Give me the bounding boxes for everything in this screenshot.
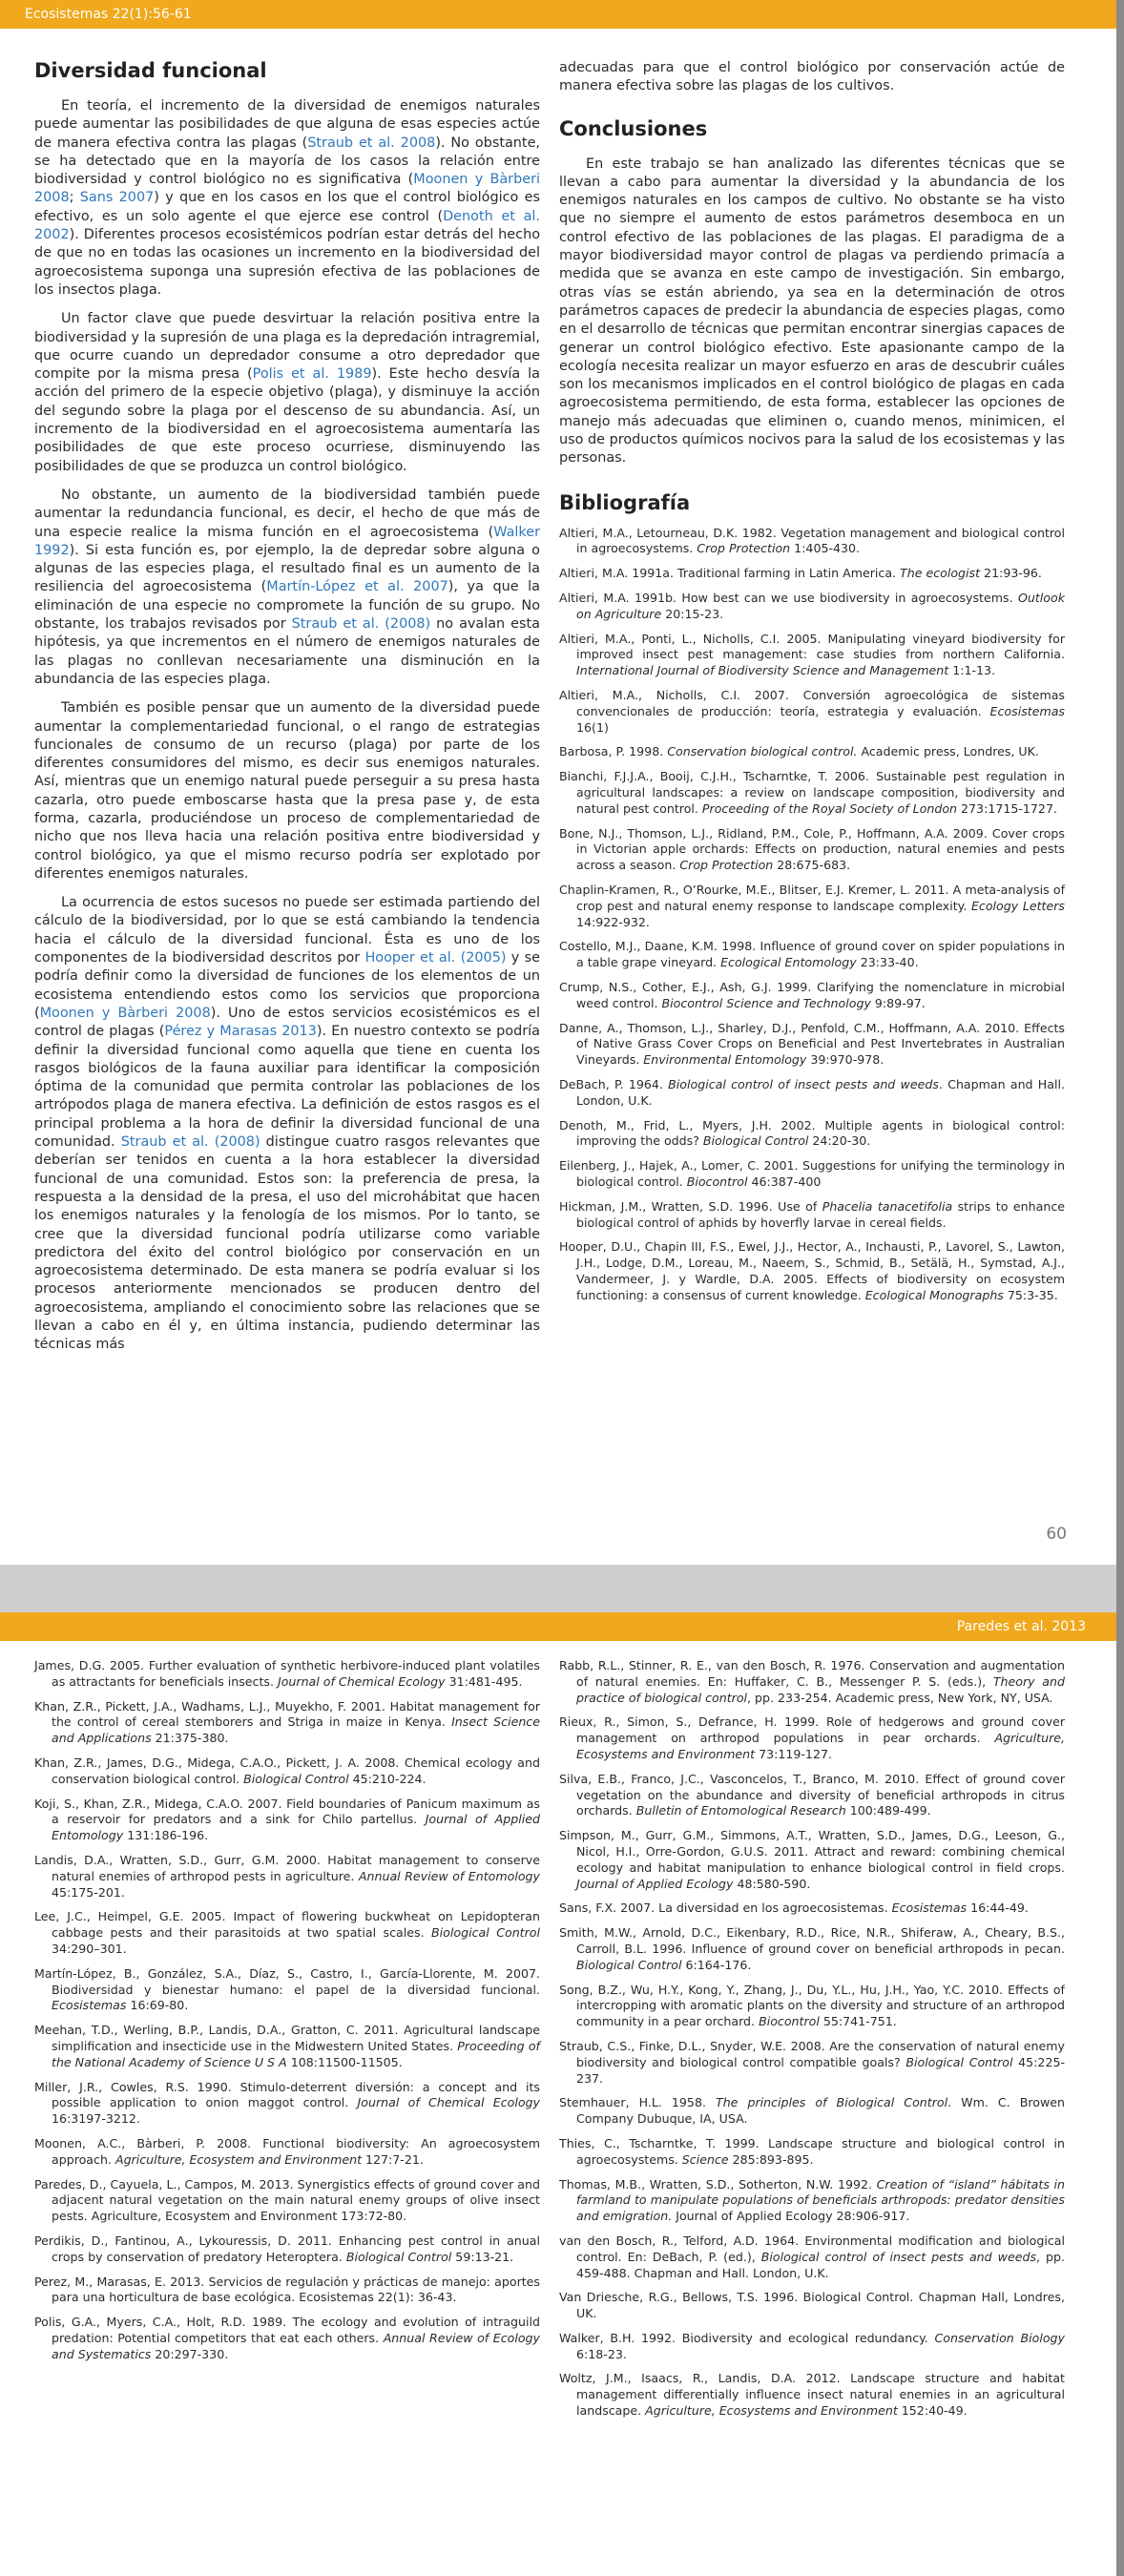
reference-entry <box>34 2080 540 2128</box>
paragraph-3: No obstante, un aumento de la biodiversidad también puede aumentar la redundancia funcional, es decir, el hecho de que más de una especie realice la misma función en el agroecosistema (Walker 1992). Si esta función es, por ejemplo, la de depredar sobre alguna o algunas de las especies plaga, el resultado final es un aumento de la resiliencia del agroecosistema (Martín-López et al. 2007), ya que la eliminación de una especie no compromete la función de su grupo. No obstante, los trabajos revisados por Straub et al. (2008) no avalan esta hipótesis, ya que incrementos en el número de enemigos naturales de las plagas no conllevan necesariamente una disminución en la abundancia de las especies plaga. <box>34 487 540 687</box>
reference-tail: 127:7-21. <box>362 2151 424 2167</box>
reference-entry <box>34 1966 540 2014</box>
citation-link[interactable]: Straub et al. (2008) <box>291 616 431 633</box>
reference-tail: 45:210-224. <box>348 1771 427 1786</box>
reference-text: Simpson, M., Gurr, G.M., Simmons, A.T., Wratten, S.D., James, D.G., Leeson, G., Nicol, H.I., Orre-Gordon, G.U.S. 2011. Attract and reward: combining chemical ecology and habitat manipulation to enhance biological control in field crops. <box>559 1828 1065 1875</box>
reference-entry <box>559 1158 1065 1191</box>
reference-tail: 285:893-895. <box>728 2151 814 2167</box>
reference-tail: 16(1) <box>576 719 609 735</box>
reference-text: Koji, S., Khan, Z.R., Midega, C.A.O. 2007. Field boundaries of Panicum maximum as a reservoir for predators and a sink for Chilo partellus. <box>34 1796 540 1827</box>
reference-journal: The ecologist <box>900 566 981 581</box>
reference-text: Eilenberg, J., Hajek, A., Lomer, C. 2001. Suggestions for unifying the terminology in biological control. <box>559 1158 1065 1189</box>
reference-tail: 28:675-683. <box>773 858 851 873</box>
reference-list-left <box>34 1658 540 2371</box>
reference-tail: . Chapman and Hall. London, U.K. <box>576 1076 1065 1108</box>
reference-entry <box>559 1828 1065 1892</box>
reference-text: Crump, N.S., Cother, E.J., Ash, G.J. 1999. Clarifying the nomenclature in microbial weed control. <box>559 979 1065 1010</box>
reference-text: Altieri, M.A., Ponti, L., Nicholls, C.I. 2005. Manipulating vineyard biodiversity for improved insect pest management: case studies from northern California. <box>559 631 1065 662</box>
reference-journal: Journal of Chemical Ecology <box>357 2095 540 2110</box>
reference-text: Meehan, T.D., Werling, B.P., Landis, D.A., Gratton, C. 2011. Agricultural landscape simplification and insecticide use in the Midwestern United States. <box>34 2023 540 2053</box>
reference-tail: 273:1715-1727. <box>957 800 1057 816</box>
reference-text: Lee, J.C., Heimpel, G.E. 2005. Impact of flowering buckwheat on Lepidopteran cabbage pests and their parasitoids at two spatial scales. <box>34 1909 540 1941</box>
reference-journal: Bulletin of Entomological Research <box>635 1803 846 1818</box>
reference-tail: 1:405-430. <box>790 541 861 556</box>
reference-entry <box>559 526 1065 558</box>
reference-journal: Creation of “island” hábitats in farmland to manipulate populations of beneficials arthropods: predator densities and emigration. <box>576 2176 1066 2224</box>
citation-link[interactable]: Straub et al. (2008) <box>120 1134 260 1151</box>
reference-text: Thomas, M.B., Wratten, S.D., Sotherton, N.W. 1992. <box>559 2176 877 2192</box>
reference-text: Bianchi, F.J.J.A., Booij, C.J.H., Tscharntke, T. 2006. Sustainable pest regulation in agricultural landscapes: a review on landscape composition, biodiversity and natural pest control. <box>559 769 1065 816</box>
reference-entry <box>559 2290 1065 2322</box>
reference-journal: Biological control of insect pests and weeds <box>760 2249 1037 2264</box>
reference-tail: 21:375-380. <box>151 1731 229 1746</box>
reference-entry <box>559 1901 1065 1917</box>
reference-text: Altieri, M.A. 1991a. Traditional farming in Latin America. <box>559 566 901 581</box>
reference-text: Thies, C., Tscharntke, T. 1999. Landscape structure and biological control in agroecosystems. <box>559 2135 1065 2167</box>
reference-journal: Agriculture, Ecosystem and Environment <box>114 2151 363 2167</box>
reference-journal: Ecosistemas <box>891 1901 968 1916</box>
reference-tail: 20:15-23. <box>661 606 724 621</box>
reference-journal: International Journal of Biodiversity Science and Management <box>576 663 949 678</box>
paragraph-5: La ocurrencia de estos sucesos no puede ser estimada partiendo del cálculo de la biodiversidad, por lo que se está cambiando la tendencia hacia el cálculo de la diversidad funcional. Ésta es uno de los componentes de la biodiversidad descritos por Hooper et al. (2005) y se podría definir como la diversidad de funciones de los elementos de un ecosistema entendiendo estos como los servicios que proporciona (Moonen y Bàrberi 2008). Uno de estos servicios ecosistémicos es el control de plagas (Pérez y Marasas 2013). En nuestro contexto se podría definir la diversidad funcional como aquella que tiene en cuenta los rasgos biológicos de la fauna auxiliar para identificar la composición óptima de la comunidad que permita controlar las poblaciones de los artrópodos plaga de manera efectiva. La definición de estos rasgos es el principal problema a la hora de definir la diversidad funcional de una comunidad. Straub et al. (2008) distingue cuatro rasgos relevantes que deberían ser tenidos en cuenta a la hora establecer la diversidad funcional de una comunidad. Estos son: la preferencia de presa, la respuesta a la densidad de la presa, el uso del microhábitat que hacen los enemigos naturales y la fenología de los mismos. Por lo tanto, se cree que la diversidad funcional podría utilizarse como variable predictora del éxito del control biológico por conservación en un agroecosistema determinado. De esta manera se podría evaluar si los procesos anteriormente mencionados se producen dentro del agroecosistema, ampliando el conocimiento sobre las relaciones que se llevan a cabo en él y, en última instancia, pudiendo determinar las técnicas más <box>34 895 540 1353</box>
reference-text: Hooper, D.U., Chapin III, F.S., Ewel, J.J., Hector, A., Inchausti, P., Lavorel, S., Lawton, J.H., Lodge, D.M., Loreau, M., Naeem, S., Schmid, B., Setälä, H., Symstad, A.J., Vandermeer, J. y Wardle, D.A. 2005. Effects of biodiversity on ecosystem functioning: a consensus of current knowledge. <box>559 1239 1065 1302</box>
reference-entry <box>559 632 1065 679</box>
reference-entry <box>559 1021 1065 1069</box>
reference-text: Altieri, M.A., Letourneau, D.K. 1982. Vegetation management and biological control in agroecosystems. <box>559 525 1065 556</box>
reference-entry <box>34 2275 540 2307</box>
reference-entry <box>559 2233 1065 2281</box>
reference-tail: 1:1-13. <box>948 663 996 678</box>
paragraph-continued: adecuadas para que el control biológico por conservación actúe de manera efectiva sobre las plagas de los cultivos. <box>559 60 1065 94</box>
reference-text: Hickman, J.M., Wratten, S.D. 1996. Use of <box>559 1198 822 1214</box>
reference-entry <box>559 826 1065 874</box>
reference-entry <box>34 1853 540 1901</box>
reference-journal: Biocontrol <box>759 2014 820 2029</box>
reference-tail: 100:489-499. <box>845 1803 931 1818</box>
page-61 <box>0 1612 1116 2576</box>
reference-journal: Journal of Chemical Ecology <box>277 1673 446 1689</box>
reference-text: DeBach, P. 1964. <box>559 1076 669 1091</box>
reference-journal: Annual Review of Ecology and Systematics <box>52 2330 540 2361</box>
reference-text: Silva, E.B., Franco, J.C., Vasconcelos, T., Branco, M. 2010. Effect of ground cover vegetation on the abundance and diversity of beneficial arthropods in citrus orchards. <box>559 1771 1065 1818</box>
reference-entry <box>559 1772 1065 1819</box>
reference-text: Khan, Z.R., Pickett, J.A., Wadhams, L.J., Muyekho, F. 2001. Habitat management for the control of cereal stemborers and Striga in maize in Kenya. <box>34 1698 540 1730</box>
reference-journal: Science <box>681 2151 729 2167</box>
reference-journal: Ecological Entomology <box>720 955 857 970</box>
right-column <box>559 59 1065 1313</box>
reference-entry <box>559 883 1065 930</box>
reference-text: Altieri, M.A. 1991b. How best can we use biodiversity in agroecosystems. <box>559 591 1018 606</box>
reference-tail: 6:164-176. <box>681 1957 752 1972</box>
reference-entry <box>34 1755 540 1788</box>
reference-tail: 55:741-751. <box>819 2014 897 2029</box>
reference-journal: Agriculture, Ecosystems and Environment <box>576 1731 1065 1761</box>
reference-journal: Annual Review of Entomology <box>358 1868 540 1883</box>
page-number: 60 <box>1046 1525 1067 1544</box>
reference-journal: Ecosistemas <box>52 1998 127 2013</box>
citation-link[interactable]: Hooper et al. (2005) <box>364 950 507 966</box>
reference-tail: 9:89-97. <box>870 995 926 1010</box>
section-title-conclusiones: Conclusiones <box>559 116 708 140</box>
reference-entry <box>559 688 1065 736</box>
reference-entry <box>34 2136 540 2169</box>
reference-entry <box>559 2177 1065 2225</box>
reference-entry <box>559 591 1065 623</box>
section-title-diversidad: Diversidad funcional <box>34 59 267 82</box>
reference-tail: 16:44-49. <box>967 1901 1029 1916</box>
reference-entry <box>559 1077 1065 1110</box>
reference-text: Van Driesche, R.G., Bellows, T.S. 1996. Biological Control. Chapman Hall, Londres, UK. <box>559 2290 1065 2321</box>
reference-tail: , pp. 459-488. Chapman and Hall. London, U.K. <box>576 2249 1066 2280</box>
reference-journal: Environmental Entomology <box>643 1052 807 1068</box>
reference-journal: Biological Control <box>431 1925 540 1941</box>
reference-entry <box>559 980 1065 1012</box>
journal-header: Ecosistemas 22(1):56-61 <box>0 0 1116 29</box>
reference-tail: 16:3197-3212. <box>52 2111 140 2127</box>
conclusions-paragraph: En este trabajo se han analizado las diferentes técnicas que se llevan a cabo para aumentar la diversidad y la abundancia de los enemigos naturales en los campos de cultivo. No obstante se ha visto que no siempre el aumento de estos parámetros desemboca en un control efectivo de las poblaciones de las plagas. El paradigma de a mayor biodiversidad mayor control de plagas va perdiendo primacía a medida que se avanza en este campo de investigación. Sin embargo, otras vías se están abriendo, ya sea en la determinación de otros parámetros capaces de predecir la abundancia de especies plagas, como en el desarrollo de técnicas que permitan encontrar sinergias capaces de generar un control biológico efectivo. Este apasionante campo de la ecología necesita realizar un mayor esfuerzo en aras de descubrir cuáles son los mecanismos implicados en el control biológico de plagas en cada agroecosistema permitiendo, de esta forma, establecer las opciones de manejo más adecuadas que eliminen o, cuando menos, minimicen, el uso de productos químicos nocivos para la salud de los ecosistemas y las personas. <box>559 156 1065 467</box>
citation-link[interactable]: Martín-López et al. 2007 <box>266 579 448 595</box>
reference-journal: Biological Control <box>345 2249 452 2264</box>
reference-text: Walker, B.H. 1992. Biodiversity and ecological redundancy. <box>559 2330 935 2345</box>
reference-text: Woltz, J.M., Isaacs, R., Landis, D.A. 2012. Landscape structure and habitat management differentially influence insect natural enemies in an agricultural landscape. <box>559 2371 1065 2419</box>
paragraph-4: También es posible pensar que un aumento de la diversidad puede aumentar la complementariedad funcional, o el rango de estrategias funcionales de consumo de un recurso (plaga) por parte de los diferentes consumidores del mismo, es decir sus enemigos naturales. Así, mientras que un enemigo natural puede perseguir a su presa hasta cazarla, otro puede emboscarse hasta que la presa pase y, de esta forma, cazarla, produciéndose un proceso de complementariedad de nicho que nos lleva hacia una relación positiva entre biodiversidad y control biológico, ya que el mismo recurso podría ser explotado por diferentes enemigos naturales. <box>34 700 540 882</box>
reference-entry <box>559 1199 1065 1232</box>
citation-link[interactable]: Moonen y Bàrberi 2008 <box>34 172 541 206</box>
reference-entry <box>34 1699 540 1747</box>
reference-tail: Academic press, Londres, UK. <box>857 744 1039 759</box>
citation-link[interactable]: Moonen y Bàrberi 2008 <box>39 1005 211 1021</box>
reference-text: Stemhauer, H.L. 1958. <box>559 2095 716 2110</box>
reference-entry <box>34 2177 540 2225</box>
reference-text: Landis, D.A., Wratten, S.D., Gurr, G.M. 2000. Habitat management to conserve natural enemies of arthropod pests in agriculture. <box>34 1852 540 1883</box>
reference-text: Smith, M.W., Arnold, D.C., Eikenbary, R.D., Rice, N.R., Shiferaw, A., Cheary, B.S., Carroll, B.L. 1996. Influence of ground cover on beneficial arthropods in pecan. <box>559 1925 1065 1956</box>
reference-tail: 21:93-96. <box>980 566 1042 581</box>
reference-entry <box>559 939 1065 971</box>
reference-journal: Ecology Letters <box>970 898 1065 913</box>
reference-text: Denoth, M., Frid, L., Myers, J.H. 2002. Multiple agents in biological control: improving the odds? <box>559 1117 1065 1149</box>
reference-text: Barbosa, P. 1998. <box>559 744 668 759</box>
reference-tail: 73:119-127. <box>755 1746 832 1761</box>
citation-link[interactable]: Denoth et al. 2002 <box>34 208 540 243</box>
reference-text: Martín-López, B., González, S.A., Díaz, S., Castro, I., García-Llorente, M. 2007. Biodiversidad y bienestar humano: el papel de la diversidad funcional. <box>34 1965 540 1997</box>
reference-text: Sans, F.X. 2007. La diversidad en los agroecosistemas. <box>559 1901 892 1916</box>
reference-tail: 6:18-23. <box>576 2346 627 2361</box>
reference-tail: 24:20-30. <box>808 1133 871 1149</box>
reference-journal: Biological Control <box>243 1771 349 1786</box>
reference-tail: 20:297-330. <box>151 2346 229 2361</box>
reference-entry <box>559 1118 1065 1151</box>
reference-entry <box>559 769 1065 817</box>
reference-tail: , pp. 233-254. Academic press, New York, NY, USA. <box>747 1690 1053 1705</box>
reference-text: Rieux, R., Simon, S., Defrance, H. 1999. Role of hedgerows and ground cover management on arthropod populations in pear orchards. <box>559 1714 1065 1746</box>
reference-tail: 108:11500-11505. <box>286 2054 403 2069</box>
reference-entry <box>559 1239 1065 1303</box>
left-column <box>34 59 540 1365</box>
reference-journal: Journal of Applied Ecology <box>576 1876 734 1891</box>
citation-link[interactable]: Sans 2007 <box>79 190 155 206</box>
reference-journal: Biological Control <box>702 1133 809 1149</box>
reference-list-right <box>559 1658 1065 2428</box>
reference-text: Moonen, A.C., Bàrberi, P. 2008. Functional biodiversity: An agroecosystem approach. <box>34 2135 540 2167</box>
reference-text: Miller, J.R., Cowles, R.S. 1990. Stimulo-deterrent diversión: a concept and its possible application to onion maggot control. <box>34 2079 540 2110</box>
reference-text: Danne, A., Thomson, L.J., Sharley, D.J., Penfold, C.M., Hoffmann, A.A. 2010. Effects of Native Grass Cover Crops on Beneficial and Pest Invertebrates in Australian Vineyards. <box>559 1020 1065 1068</box>
reference-text: Perdikis, D., Fantinou, A., Lykouressis, D. 2011. Enhancing pest control in anual crops by conservation of predatory Heteroptera. <box>34 2233 540 2264</box>
reference-text: Bone, N.J., Thomson, L.J., Ridland, P.M., Cole, P., Hoffmann, A.A. 2009. Cover crops in Victorian apple orchards: Effects on production, natural enemies and pests across a season. <box>559 825 1065 873</box>
citation-link[interactable]: Straub et al. 2008 <box>307 135 436 151</box>
reference-journal: Insect Science and Applications <box>52 1714 540 1746</box>
reference-text: Altieri, M.A., Nicholls, C.I. 2007. Conversión agroecológica de sistemas convencionales de producción: teoría, estrategia y evaluación. <box>559 688 1065 718</box>
reference-text: Khan, Z.R., James, D.G., Midega, C.A.O., Pickett, J. A. 2008. Chemical ecology and conservation biological control. <box>34 1755 540 1786</box>
reference-tail: strips to enhance biological control of aphids by hoverfly larvae in cereal fields. <box>576 1198 1065 1230</box>
reference-tail: 45:225-237. <box>576 2054 1066 2086</box>
reference-text: Rabb, R.L., Stinner, R. E., van den Bosch, R. 1976. Conservation and augmentation of natural enemies. En: Huffaker, C. B., Messenger P. S. (eds.), <box>559 1658 1065 1689</box>
reference-text: Straub, C.S., Finke, D.L., Snyder, W.E. 2008. Are the conservation of natural enemy biodiversity and biological control compatible goals? <box>559 2038 1065 2069</box>
reference-journal: Proceeding of the Royal Society of London <box>701 800 958 816</box>
reference-entry <box>559 2136 1065 2169</box>
reference-journal: Crop Protection <box>679 858 774 873</box>
reference-entry <box>559 2371 1065 2419</box>
reference-journal: Ecological Monographs <box>864 1287 1004 1302</box>
paragraph-2: Un factor clave que puede desvirtuar la relación positiva entre la biodiversidad y la supresión de una plaga es la depredación intragremial, que ocurre cuando un depredador consume a otro depredador que compite por la misma presa (Polis et al. 1989). Este hecho desvía la acción del primero de la especie objetivo (plaga), y disminuye la acción del segundo sobre la plaga por el descenso de su abundancia. Así, un incremento de la biodiversidad en el agroecosistema aumentaría las posibilidades de que este proceso ocurriese, disminuyendo las posibilidades de que se produzca un control biológico. <box>34 311 540 474</box>
reference-journal: The principles of Biological Control <box>716 2095 948 2110</box>
reference-text: Perez, M., Marasas, E. 2013. Servicios de regulación y prácticas de manejo: aportes para una horticultura de base ecológica. Ecosistemas 22(1): 36-43. <box>34 2274 540 2305</box>
page-shadow <box>1116 0 1124 2576</box>
reference-entry <box>559 1983 1065 2030</box>
citation-link[interactable]: Walker 1992 <box>34 524 540 558</box>
reference-entry <box>559 1925 1065 1973</box>
reference-text: van den Bosch, R., Telford, A.D. 1964. Environmental modification and biological control. En: DeBach, P. (ed.), <box>559 2233 1065 2264</box>
reference-text: Paredes, D., Cayuela, L., Campos, M. 2013. Synergistics effects of ground cover and adjacent natural vegetation on the main natural enemy groups of olive insect pests. Agriculture, Ecosystem and Environment 173:72-80. <box>34 2176 540 2224</box>
author-header: Paredes et al. 2013 <box>0 1612 1116 1641</box>
reference-tail: . Wm. C. Browen Company Dubuque, IA, USA. <box>576 2095 1065 2127</box>
reference-journal: Outlook on Agriculture <box>576 591 1065 621</box>
reference-list <box>559 526 1065 1304</box>
reference-text: Polis, G.A., Myers, C.A., Holt, R.D. 1989. The ecology and evolution of intraguild predation: Potential competitors that eat each others. <box>34 2315 540 2345</box>
reference-journal: Biological Control <box>576 1957 682 1972</box>
reference-tail: 34:290–301. <box>52 1941 127 1956</box>
reference-tail: 75:3-35. <box>1003 1287 1058 1302</box>
reference-entry <box>559 566 1065 582</box>
reference-entry <box>34 1658 540 1691</box>
reference-journal: Phacelia tanacetifolia <box>822 1198 953 1214</box>
reference-entry <box>559 2331 1065 2363</box>
citation-link[interactable]: Pérez y Marasas 2013 <box>164 1024 317 1040</box>
reference-text: James, D.G. 2005. Further evaluation of synthetic herbivore-induced plant volatiles as attractants for beneficials insects. <box>34 1658 540 1689</box>
reference-text: Chaplin-Kramen, R., O’Rourke, M.E., Blitser, E.J. Kremer, L. 2011. A meta-analysis of crop pest and natural enemy response to landscape complexity. <box>559 882 1065 913</box>
reference-tail: 45:175-201. <box>52 1884 125 1900</box>
reference-tail: 59:13-21. <box>451 2249 514 2264</box>
reference-tail: 16:69-80. <box>126 1998 189 2013</box>
reference-entry <box>559 1714 1065 1762</box>
reference-journal: Biocontrol Science and Technology <box>661 995 871 1010</box>
reference-journal: Crop Protection <box>697 541 791 556</box>
reference-tail: 48:580-590. <box>733 1876 811 1891</box>
reference-entry <box>559 744 1065 760</box>
reference-journal: Conservation Biology <box>934 2330 1065 2345</box>
reference-tail: 23:33-40. <box>856 955 919 970</box>
reference-entry <box>559 2095 1065 2128</box>
reference-tail: 31:481-495. <box>445 1673 523 1689</box>
reference-journal: Biological control of insect pests and weeds <box>668 1076 939 1091</box>
reference-journal: Proceeding of the National Academy of Science U S A <box>52 2038 540 2069</box>
reference-tail: 46:387-400 <box>747 1174 822 1189</box>
reference-text: Song, B.Z., Wu, H.Y., Kong, Y., Zhang, J., Du, Y.L., Hu, J.H., Yao, Y.C. 2010. Effects of intercropping with aromatic plants on the diversity and structure of an arthropod community in a pear orchard. <box>559 1982 1065 2029</box>
reference-journal: Journal of Applied Entomology <box>52 1812 541 1843</box>
section-title-bibliografia: Bibliografía <box>559 490 691 514</box>
reference-entry <box>559 1658 1065 1706</box>
reference-entry <box>34 2233 540 2266</box>
reference-entry <box>34 2023 540 2070</box>
reference-journal: Ecosistemas <box>989 703 1065 718</box>
reference-journal: Conservation biological control. <box>667 744 858 759</box>
reference-journal: Theory and practice of biological control <box>576 1673 1065 1705</box>
reference-entry <box>34 1797 540 1844</box>
reference-journal: Biological Control <box>905 2054 1013 2069</box>
reference-tail: 14:922-932. <box>576 914 650 929</box>
reference-entry <box>34 1909 540 1957</box>
citation-link[interactable]: Polis et al. 1989 <box>252 366 372 383</box>
reference-tail: Journal of Applied Ecology 28:906-917. <box>672 2209 910 2224</box>
reference-tail: 131:186-196. <box>123 1828 209 1843</box>
reference-tail: 39:970-978. <box>806 1052 885 1068</box>
reference-entry <box>559 2039 1065 2087</box>
reference-journal: Agriculture, Ecosystems and Environment <box>645 2403 898 2419</box>
reference-journal: Biocontrol <box>686 1174 748 1189</box>
reference-tail: 152:40-49. <box>897 2403 968 2419</box>
paragraph-1: En teoría, el incremento de la diversidad de enemigos naturales puede aumentar las posibilidades de que alguna de esas especies actúe de manera efectiva contra las plagas (Straub et al. 2008). No obstante, se ha detectado que en la mayoría de los casos la relación entre biodiversidad y control biológico no es significativa (Moonen y Bàrberi 2008; Sans 2007) y que en los casos en los que el control biológico es efectivo, es un solo agente el que ejerce ese control (Denoth et al. 2002). Diferentes procesos ecosistémicos podrían estar detrás del hecho de que no en todas las ocasiones un incremento en la biodiversidad del agroecosistema suponga una supresión efectiva de las poblaciones de los insectos plaga. <box>34 98 541 298</box>
reference-entry <box>34 2315 540 2362</box>
reference-text: Costello, M.J., Daane, K.M. 1998. Influence of ground cover on spider populations in a table grape vineyard. <box>559 939 1065 970</box>
